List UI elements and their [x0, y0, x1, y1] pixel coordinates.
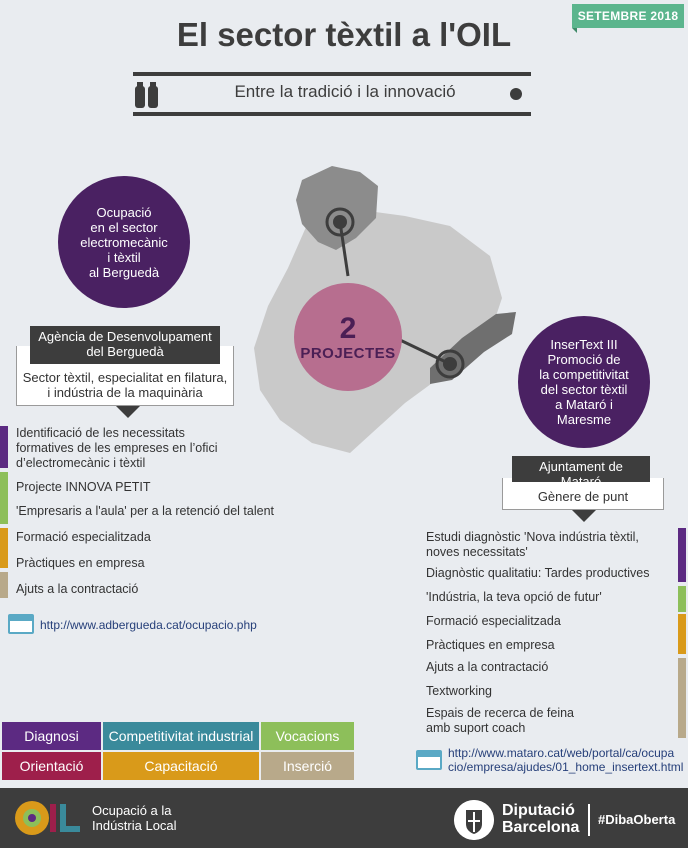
- left-bar-diagnosi: [0, 426, 8, 468]
- page-title: El sector tèxtil a l'OIL: [176, 16, 512, 53]
- projects-count-circle: [294, 283, 402, 391]
- right-bar-diagnosi: [678, 528, 686, 582]
- projects-count: 2: [339, 311, 357, 345]
- page-subtitle: Entre la tradició i la innovació: [234, 82, 456, 101]
- right-pointer: [572, 510, 596, 522]
- title-rule-bottom: [133, 112, 531, 116]
- list-item: Projecte INNOVA PETIT: [16, 480, 151, 494]
- footer-separator: [588, 804, 590, 836]
- left-bar-insercio: [0, 572, 8, 598]
- browser-icon: [416, 750, 442, 770]
- right-bar-vocacions: [678, 586, 686, 612]
- left-bar-capacitacio: [0, 528, 8, 568]
- left-project-name: Ocupació en el sector electromecànic i tèxtil al Berguedà: [58, 176, 190, 308]
- right-project-name: InserText III Promoció de la competitivitat del sector tèxtil a Mataró i Maresme: [518, 316, 650, 448]
- legend-vocacions: Vocacions: [261, 722, 354, 750]
- diputacio-shield-icon: [454, 800, 494, 840]
- legend-insercio: Inserció: [261, 752, 354, 780]
- thread-spools-icon: [134, 82, 160, 110]
- oil-logo: [14, 800, 82, 836]
- footer-hashtag[interactable]: #DibaOberta: [598, 812, 676, 827]
- list-item: Espais de recerca de feina amb suport coach: [426, 706, 575, 735]
- list-item: Ajuts a la contractació: [426, 660, 549, 674]
- list-item: Diagnòstic qualitatiu: Tardes productives: [426, 566, 650, 580]
- list-item: Formació especialitzada: [426, 614, 561, 628]
- list-item: Pràctiques en empresa: [16, 556, 145, 570]
- diputacio-name: Diputació Barcelona: [502, 802, 580, 836]
- list-item: Formació especialitzada: [16, 530, 151, 544]
- right-project-link[interactable]: http://www.mataro.cat/web/portal/ca/ocupa cio/empresa/ajudes/01_home_insertext.html: [448, 746, 684, 774]
- left-pointer: [116, 406, 140, 418]
- legend-competitivitat: Competitivitat industrial: [103, 722, 259, 750]
- right-project-entity: Ajuntament de Mataró: [512, 456, 650, 482]
- list-item: Ajuts a la contractació: [16, 582, 139, 596]
- right-project-sector: Gènere de punt: [502, 478, 664, 510]
- right-bar-capacitacio: [678, 614, 686, 654]
- left-project-entity: Agència de Desenvolupament del Berguedà: [30, 326, 220, 364]
- legend-orientacio: Orientació: [2, 752, 101, 780]
- left-project-sector: Sector tèxtil, especialitat en filatura, i indústria de la maquinària: [16, 346, 234, 406]
- browser-icon: [8, 614, 34, 634]
- list-item: 'Indústria, la teva opció de futur': [426, 590, 602, 604]
- right-bar-insercio: [678, 658, 686, 738]
- footer-org-name: Ocupació a la Indústria Local: [92, 803, 177, 833]
- left-project-link[interactable]: http://www.adbergueda.cat/ocupacio.php: [40, 618, 257, 632]
- date-badge: SETEMBRE 2018: [572, 4, 684, 28]
- list-item: Pràctiques en empresa: [426, 638, 555, 652]
- list-item: 'Empresaris a l'aula' per a la retenció del talent: [16, 504, 274, 518]
- rule-dot: [510, 88, 522, 100]
- title-rule-top: [133, 72, 531, 76]
- left-bar-vocacions: [0, 472, 8, 524]
- list-item: Textworking: [426, 684, 492, 698]
- list-item: Identificació de les necessitats formatives de les empreses en l’ofici d’electromecànic i tèxtil: [16, 426, 218, 470]
- list-item: Estudi diagnòstic 'Nova indústria tèxtil, noves necessitats': [426, 530, 639, 559]
- projects-label: PROJECTES: [300, 344, 396, 362]
- legend-capacitacio: Capacitació: [103, 752, 259, 780]
- legend-diagnosi: Diagnosi: [2, 722, 101, 750]
